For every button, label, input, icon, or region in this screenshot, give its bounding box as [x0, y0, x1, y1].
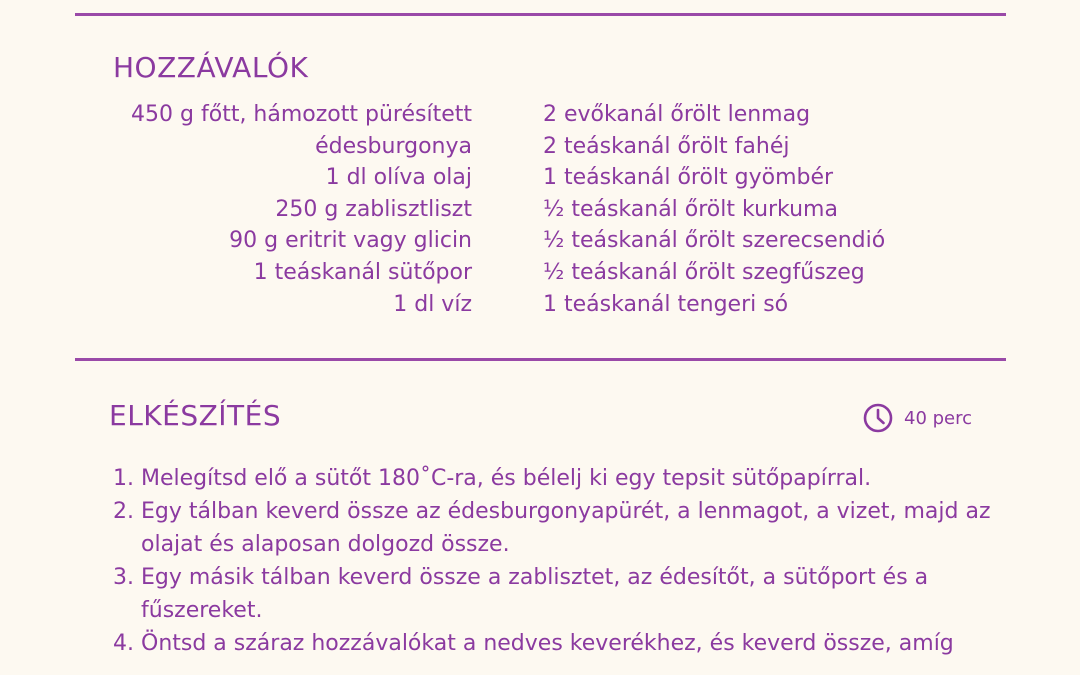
ingredient-item: 1 dl olíva olaj	[325, 165, 472, 191]
ingredient-item: 2 teáskanál őrölt fahéj	[543, 133, 790, 159]
prep-time	[863, 403, 972, 433]
clock-icon	[863, 403, 893, 433]
ingredient-item: 450 g főtt, hámozott pürésített	[131, 102, 472, 127]
step-item	[113, 627, 993, 660]
ingredient-item: 90 g eritrit vagy glicin	[229, 228, 472, 254]
step-number: 1.	[113, 466, 134, 491]
ingredient-item: édesburgonya	[315, 133, 472, 159]
step-number: 2.	[113, 499, 134, 524]
step-text: Öntsd a száraz hozzávalókat a nedves keverékhez, és keverd össze, amíg	[141, 631, 954, 656]
top-divider	[75, 13, 1006, 16]
middle-divider	[75, 358, 1006, 361]
prep-time-label: 40 perc	[904, 407, 973, 429]
step-item	[113, 561, 993, 627]
step-text: Melegítsd elő a sütőt 180˚C-ra, és bélelj ki egy tepsit sütőpapírral.	[141, 466, 872, 491]
ingredient-item: 1 teáskanál tengeri só	[543, 291, 789, 317]
step-item	[113, 462, 993, 495]
ingredient-item: ½ teáskanál őrölt szegfűszeg	[543, 259, 865, 285]
ingredient-item: ½ teáskanál őrölt kurkuma	[543, 196, 838, 222]
ingredient-item: 2 evőkanál őrölt lenmag	[543, 102, 811, 127]
step-text: Egy másik tálban keverd össze a zablisztet, az édesítőt, a sütőport és a fűszereket.	[141, 565, 929, 623]
step-number: 4.	[113, 631, 134, 656]
ingredient-item: 250 g zablisztliszt	[275, 196, 472, 222]
ingredients-right-column	[543, 99, 983, 320]
ingredients-title: HOZZÁVALÓK	[113, 51, 309, 84]
step-number: 3.	[113, 565, 134, 590]
step-text: Egy tálban keverd össze az édesburgonyapürét, a lenmagot, a vizet, majd az olajat és alaposan dolgozd össze.	[141, 499, 991, 557]
ingredients-left-column	[100, 99, 472, 320]
ingredient-item: 1 dl víz	[393, 291, 472, 317]
ingredient-item: 1 teáskanál sütőpor	[253, 259, 472, 285]
ingredient-item: 1 teáskanál őrölt gyömbér	[543, 165, 834, 191]
step-item	[113, 495, 993, 561]
ingredient-item: ½ teáskanál őrölt szerecsendió	[543, 228, 886, 254]
preparation-title: ELKÉSZÍTÉS	[109, 399, 282, 432]
preparation-steps	[113, 462, 993, 660]
